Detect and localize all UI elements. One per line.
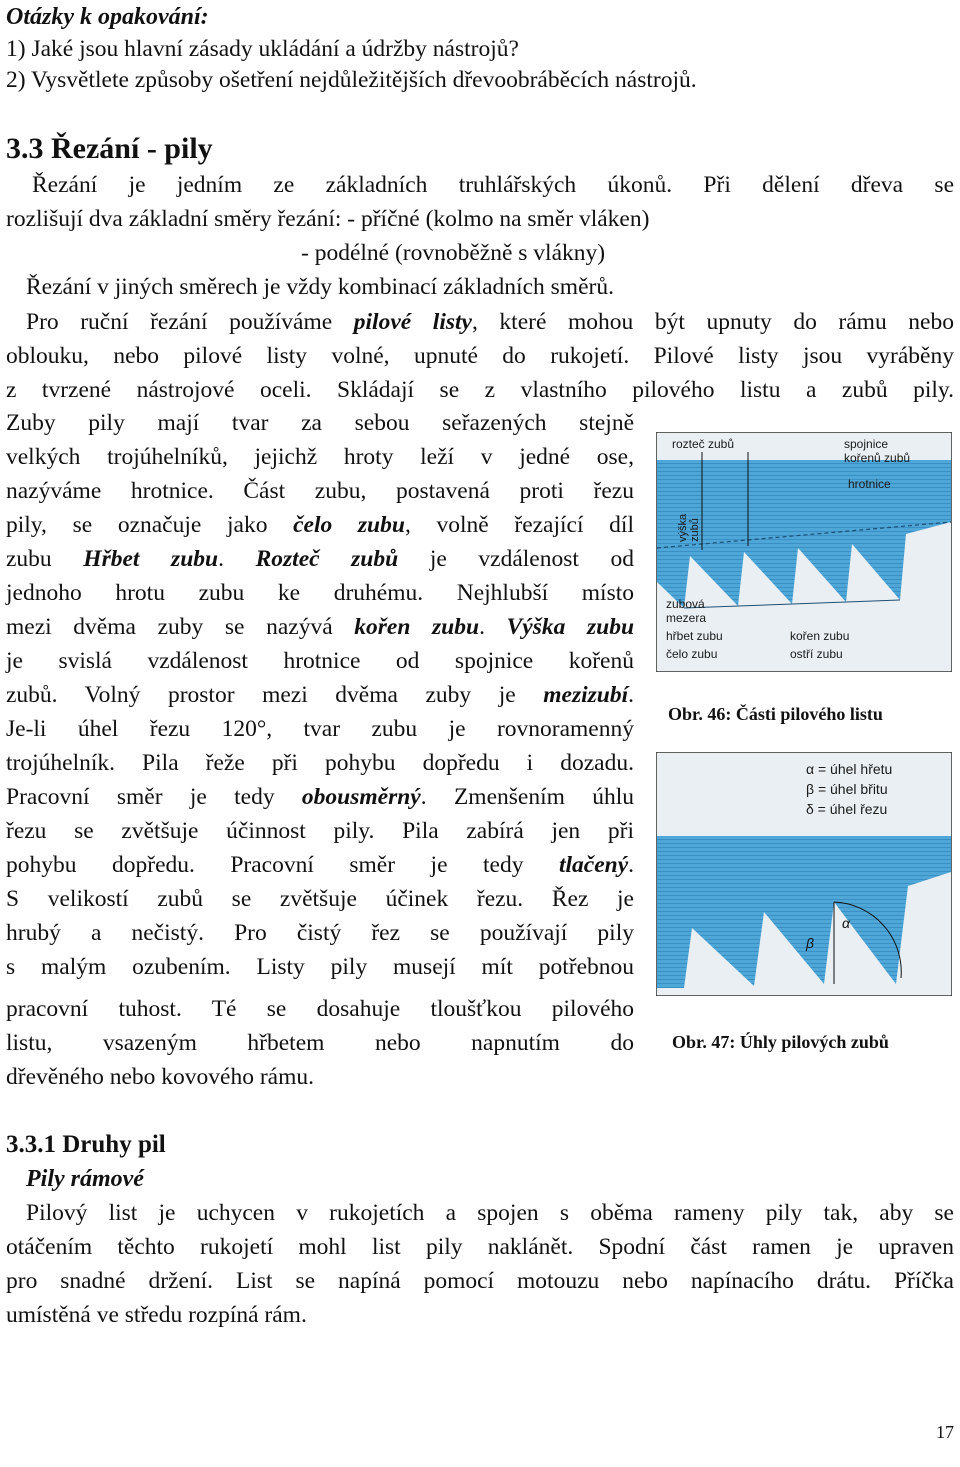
paragraph-line: Pilový list je uchycen v rukojetích a spojen s oběma rameny pily tak, aby se — [26, 1200, 954, 1226]
legend-delta: δ = úhel řezu — [806, 801, 888, 817]
column-line: listu, vsazeným hřbetem nebo napnutím do — [6, 1030, 634, 1056]
paragraph-line: rozlišují dva základní směry řezání: - příčné (kolmo na směr vláken) — [6, 206, 650, 232]
legend-alpha: α = úhel hřetu — [806, 761, 893, 777]
label-mezera: mezera — [666, 611, 707, 625]
figure-46-saw-blade-parts — [656, 432, 952, 672]
label-spojnice-2: kořenů zubů — [844, 451, 911, 465]
column-line: mezi dvěma zuby se nazývá kořen zubu. Výška zubu — [6, 614, 635, 640]
column-line: Pracovní směr je tedy obousměrný. Zmenšením úhlu — [6, 784, 634, 810]
column-line: nazýváme hrotnice. Část zubu, postavená proti řezu — [6, 478, 634, 504]
figure-46-caption: Obr. 46: Části pilového listu — [668, 704, 883, 724]
column-line: Zuby pily mají tvar za sebou seřazených stejně — [6, 410, 634, 436]
column-line: velkých trojúhelníků, jejichž hroty leží v jedné ose, — [6, 444, 634, 470]
paragraph-line: pro snadné držení. List se napíná pomocí motouzu nebo napínacího drátu. Příčka — [6, 1268, 954, 1294]
label-vyska-1: výška — [677, 513, 689, 542]
column-line: pracovní tuhost. Té se dosahuje tloušťkou pilového — [6, 996, 634, 1022]
column-line: zubu Hřbet zubu. Rozteč zubů je vzdálenost od — [6, 546, 634, 572]
column-line: Je-li úhel řezu 120°, tvar zubu je rovnoramenný — [6, 716, 634, 742]
column-line: hrubý a nečistý. Pro čistý řez se používají pily — [6, 920, 634, 946]
paragraph-line: Řezání je jedním ze základních truhlářských úkonů. Při dělení dřeva se — [32, 172, 954, 198]
label-koren: kořen zubu — [790, 629, 850, 643]
label-celo: čelo zubu — [666, 647, 718, 661]
angle-alpha-label: α — [842, 915, 850, 931]
label-spojnice-1: spojnice — [844, 437, 889, 451]
column-line: pohybu dopředu. Pracovní směr je tedy tlačený. — [6, 852, 634, 878]
label-vyska-2: zubů — [689, 518, 701, 542]
page-number: 17 — [936, 1422, 954, 1442]
paragraph-line: Pro ruční řezání používáme pilové listy, které mohou být upnuty do rámu nebo — [26, 309, 954, 335]
legend-beta: β = úhel břitu — [806, 781, 888, 797]
label-hrbet: hřbet zubu — [666, 629, 723, 643]
question-1: 1) Jaké jsou hlavní zásady ukládání a údržby nástrojů? — [6, 36, 519, 62]
column-line: zubů. Volný prostor mezi dvěma zuby je mezizubí. — [6, 682, 634, 708]
paragraph-line: otáčením těchto rukojetí mohl list pily naklánět. Spodní část ramen je upraven — [6, 1234, 954, 1260]
column-line: řezu se zvětšuje účinnost pily. Pila zabírá jen při — [6, 818, 634, 844]
subsection-subtitle: Pily rámové — [26, 1166, 144, 1192]
paragraph-line: umístěná ve středu rozpíná rám. — [6, 1302, 307, 1328]
figure-47-tooth-angles — [656, 752, 952, 996]
column-line: pily, se označuje jako čelo zubu, volně řezající díl — [6, 512, 634, 538]
angle-beta-label: β — [806, 935, 814, 951]
figure-47-caption: Obr. 47: Úhly pilových zubů — [672, 1032, 889, 1052]
column-line: S velikostí zubů se zvětšuje účinek řezu. Řez je — [6, 886, 634, 912]
column-line: dřevěného nebo kovového rámu. — [6, 1064, 315, 1090]
label-roztec: rozteč zubů — [672, 437, 735, 451]
paragraph-line: - podélné (rovnoběžně s vlákny) — [301, 240, 606, 266]
column-line: trojúhelník. Pila řeže při pohybu dopředu i dozadu. — [6, 750, 634, 776]
column-line: je svislá vzdálenost hrotnice od spojnice kořenů — [6, 648, 634, 674]
questions-title: Otázky k opakování: — [6, 4, 209, 30]
label-zubova: zubová — [666, 597, 705, 611]
label-ostri: ostří zubu — [790, 647, 843, 661]
paragraph-line: Řezání v jiných směrech je vždy kombinací základních směrů. — [26, 274, 614, 300]
section-title: 3.3 Řezání - pily — [6, 132, 213, 165]
question-2: 2) Vysvětlete způsoby ošetření nejdůležitějších dřevoobráběcích nástrojů. — [6, 67, 697, 93]
subsection-title: 3.3.1 Druhy pil — [6, 1131, 166, 1158]
column-line: s malým ozubením. Listy pily musejí mít potřebnou — [6, 954, 634, 980]
paragraph-line: z tvrzené nástrojové oceli. Skládají se z vlastního pilového listu a zubů pily. — [6, 377, 954, 403]
paragraph-line: oblouku, nebo pilové listy volné, upnuté do rukojetí. Pilové listy jsou vyráběny — [6, 343, 954, 369]
label-hrotnice: hrotnice — [848, 477, 891, 491]
column-line: jednoho hrotu zubu ke druhému. Nejhlubší místo — [6, 580, 634, 606]
